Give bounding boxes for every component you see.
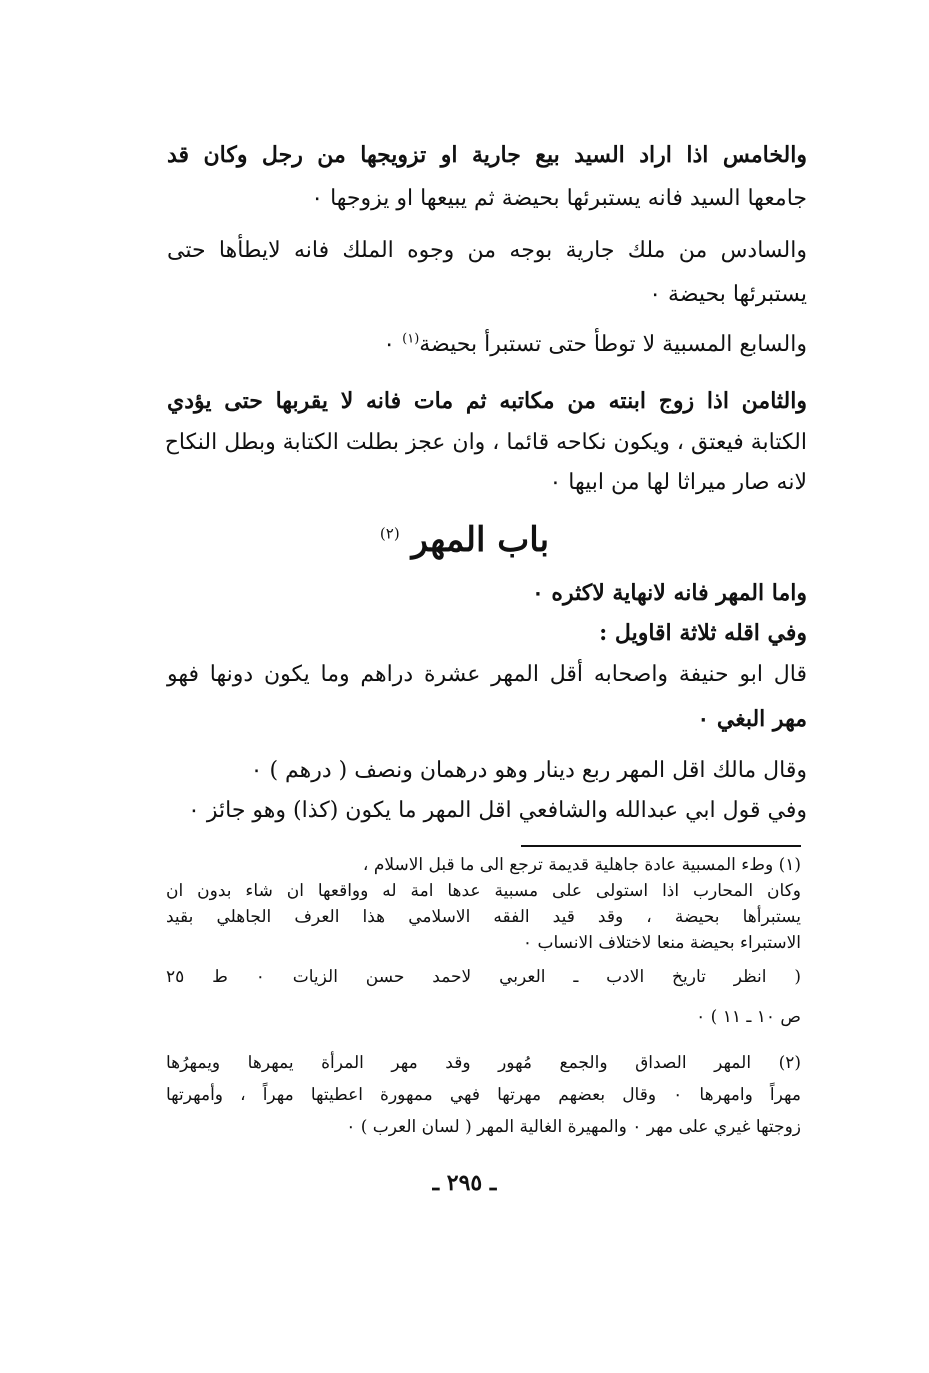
footnote-ref: (٢) bbox=[379, 524, 400, 543]
paragraph-line: والسادس من ملك جارية بوجه من وجوه الملك فانه لايطأها حتى bbox=[167, 238, 807, 263]
footnote-line: وكان المحارب اذا استولى على مسبية عدها امة له وواقعها ان شاء بدون ان bbox=[166, 881, 801, 901]
paragraph-line: يستبرئها بحيضة ٠ bbox=[649, 282, 807, 307]
paragraph-line: وقال مالك اقل المهر ربع دينار وهو درهمان ونصف ( درهم ) ٠ bbox=[250, 758, 807, 783]
paragraph-line: لانه صار ميراثا لها من ابيها ٠ bbox=[549, 470, 807, 495]
paragraph-line: وفي اقله ثلاثة اقاويل : bbox=[599, 620, 807, 646]
footnote-line: ( انظر تاريخ الادب ـ العربي لاحمد حسن الزيات ٠ ط ٢٥ bbox=[166, 967, 801, 987]
heading-text: باب المهر bbox=[411, 520, 550, 560]
paragraph-line: والثامن اذا زوج ابنته من مكاتبه ثم مات فانه لا يقربها حتى يؤدي bbox=[167, 388, 807, 414]
chapter-heading bbox=[0, 518, 929, 562]
footnote-line: (٢) المهر الصداق والجمع مُهور وقد مهر المرأة يمهرها ويمهرُها bbox=[166, 1053, 801, 1073]
footnote-divider bbox=[521, 845, 801, 847]
footnote-line: زوجتها غيري على مهر ٠ والمهيرة الغالية المهر ( لسان العرب ) ٠ bbox=[346, 1117, 801, 1137]
page-number: ـ ٢٩٥ ـ bbox=[432, 1170, 497, 1196]
paragraph-line: مهر البغي ٠ bbox=[697, 706, 807, 732]
footnote-line: (١) وطء المسبية عادة جاهلية قديمة ترجع الى ما قبل الاسلام ، bbox=[362, 855, 801, 875]
paragraph-text: والسابع المسبية لا توطأ حتى تستبرأ بحيضة bbox=[419, 332, 807, 357]
paragraph-line: واما المهر فانه لانهاية لاكثره ٠ bbox=[531, 580, 807, 606]
paragraph-line: وفي قول ابي عبدالله والشافعي اقل المهر ما يكون (كذا) وهو جائز ٠ bbox=[188, 798, 807, 823]
footnote-ref: (١) bbox=[402, 331, 420, 347]
paragraph-line bbox=[167, 330, 807, 360]
footnote-line: مهراً وامهرها ٠ وقال بعضهم مهرتها فهي ممهورة اعطيتها مهراً ، وأمهرتها bbox=[166, 1085, 801, 1105]
paragraph-line: الكتابة فيعتق ، ويكون نكاحه قائما ، وان عجز بطلت الكتابة وبطل النكاح bbox=[164, 430, 807, 455]
paragraph-line: قال ابو حنيفة واصحابه أقل المهر عشرة دراهم وما يكون دونها فهو bbox=[167, 662, 807, 687]
paragraph-line: جامعها السيد فانه يستبرئها بحيضة ثم يبيعها او يزوجها ٠ bbox=[311, 186, 807, 211]
footnote-line: يستبرأها بحيضة ، وقد قيد الفقه الاسلامي هذا العرف الجاهلي بقيد bbox=[166, 907, 801, 927]
paragraph-end: ٠ bbox=[383, 332, 403, 357]
footnote-line: الاستبراء بحيضة منعا لاختلاف الانساب ٠ bbox=[522, 933, 801, 953]
footnote-line: ص ١٠ ـ ١١ ) ٠ bbox=[696, 1007, 801, 1027]
paragraph-line: والخامس اذا اراد السيد بيع جارية او تزويجها من رجل وكان قد bbox=[167, 142, 807, 168]
